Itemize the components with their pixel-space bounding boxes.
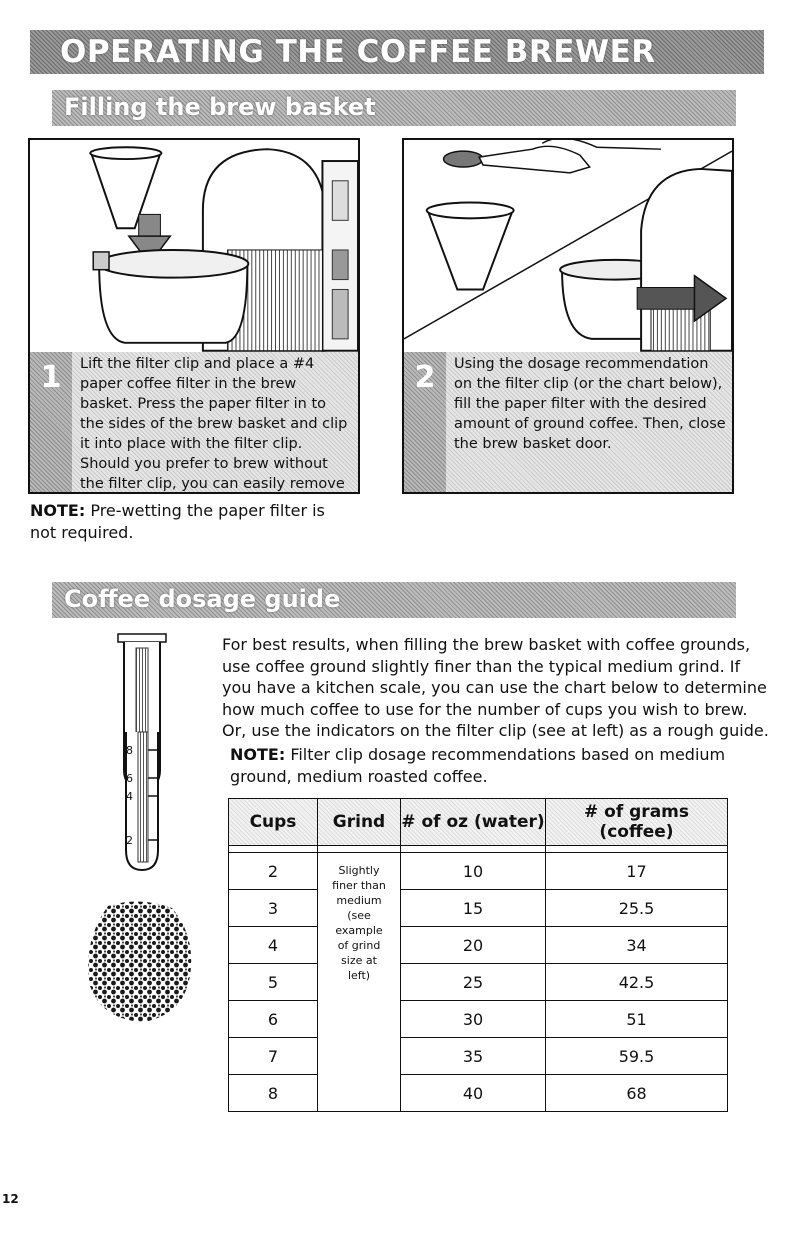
cell-cups: 3 bbox=[229, 890, 318, 927]
clip-mark-4: 4 bbox=[126, 790, 133, 803]
note-dosage-label: NOTE: bbox=[230, 745, 286, 764]
brewer-filter-illustration bbox=[30, 140, 358, 352]
cell-cups: 8 bbox=[229, 1075, 318, 1112]
cell-oz: 15 bbox=[401, 890, 546, 927]
cell-grams: 68 bbox=[546, 1075, 728, 1112]
note-text: Pre-wetting the paper filter is not required. bbox=[30, 501, 325, 542]
note-dosage-text: Filter clip dosage recommendations based on medium ground, medium roasted coffee. bbox=[230, 745, 726, 786]
table-row bbox=[229, 853, 728, 890]
grind-note-line: (see bbox=[347, 909, 371, 922]
grind-note-line: medium bbox=[336, 894, 382, 907]
header-grams: # of grams (coffee) bbox=[546, 799, 728, 846]
step-number-strip-2 bbox=[404, 352, 446, 494]
cell-oz: 25 bbox=[401, 964, 546, 1001]
header-oz: # of oz (water) bbox=[401, 799, 546, 846]
cell-oz: 40 bbox=[401, 1075, 546, 1112]
section-header-dosage bbox=[52, 582, 736, 618]
step-caption-1 bbox=[30, 352, 358, 494]
dosage-instructions: For best results, when filling the brew basket with coffee grounds, use coffee ground slightly finer than the typical medium grind. If you have a kitchen scale, you can use the chart below to determine how much coffee to use for the number of cups you wish to brew. Or, use the indicators on the filter clip (see at left) as a rough guide. bbox=[222, 635, 769, 740]
page-title-bar bbox=[30, 30, 764, 74]
page-title: OPERATING THE COFFEE BREWER bbox=[60, 34, 656, 70]
grind-note-line: left) bbox=[347, 969, 371, 982]
step-panel-2 bbox=[402, 138, 734, 494]
cell-grams: 51 bbox=[546, 1001, 728, 1038]
table-header-row bbox=[229, 799, 728, 846]
table-row bbox=[229, 1075, 728, 1112]
clip-mark-8: 8 bbox=[126, 744, 133, 757]
cell-oz: 20 bbox=[401, 927, 546, 964]
clip-mark-2: 2 bbox=[126, 834, 133, 847]
step-number-strip-1 bbox=[30, 352, 72, 494]
cell-grams: 17 bbox=[546, 853, 728, 890]
header-cups: Cups bbox=[229, 799, 318, 846]
table-row bbox=[229, 964, 728, 1001]
note-label: NOTE: bbox=[30, 501, 86, 520]
header-grind: Grind bbox=[318, 799, 401, 846]
section-title-filling: Filling the brew basket bbox=[64, 93, 376, 121]
grind-note-line: finer than bbox=[332, 879, 386, 892]
cell-grams: 25.5 bbox=[546, 890, 728, 927]
page-number: 12 bbox=[2, 1192, 19, 1206]
grind-note-line: example bbox=[335, 924, 383, 937]
cell-cups: 7 bbox=[229, 1038, 318, 1075]
note-prewetting bbox=[30, 500, 350, 544]
note-dosage bbox=[230, 744, 760, 788]
section-title-dosage: Coffee dosage guide bbox=[64, 585, 341, 613]
dosage-table bbox=[228, 798, 728, 1112]
cell-grams: 34 bbox=[546, 927, 728, 964]
grind-note-line: Slightly bbox=[338, 864, 380, 877]
table-row bbox=[229, 927, 728, 964]
table-row bbox=[229, 1001, 728, 1038]
table-row bbox=[229, 1038, 728, 1075]
filling-coffee-illustration bbox=[404, 140, 732, 352]
step-number-1: 1 bbox=[40, 360, 62, 395]
grind-note-line: size at bbox=[341, 954, 377, 967]
step-number-2: 2 bbox=[414, 360, 436, 395]
step-caption-2 bbox=[404, 352, 732, 494]
filter-clip-marks-illustration bbox=[116, 730, 166, 880]
section-header-filling bbox=[52, 90, 736, 126]
cell-oz: 30 bbox=[401, 1001, 546, 1038]
cell-grind-note bbox=[318, 853, 401, 1112]
table-row bbox=[229, 890, 728, 927]
grind-note-line: of grind bbox=[337, 939, 381, 952]
step-text-2: Using the dosage recommendation on the filter clip (or the chart below), fill the paper filter with the desired amount of ground coffee. Then, close the brew basket door. bbox=[454, 356, 726, 452]
cell-cups: 4 bbox=[229, 927, 318, 964]
step-text-1: Lift the filter clip and place a #4 paper coffee filter in the brew basket. Press the paper filter in to the sides of the brew basket and clip it into place with the filter clip. Should you prefer to brew without the filter clip, you can easily remove bbox=[80, 356, 348, 492]
ground-coffee-illustration bbox=[80, 896, 200, 1026]
cell-grams: 59.5 bbox=[546, 1038, 728, 1075]
cell-grams: 42.5 bbox=[546, 964, 728, 1001]
step-panel-1 bbox=[28, 138, 360, 494]
clip-mark-6: 6 bbox=[126, 772, 133, 785]
cell-cups: 2 bbox=[229, 853, 318, 890]
cell-cups: 5 bbox=[229, 964, 318, 1001]
cell-oz: 35 bbox=[401, 1038, 546, 1075]
cell-oz: 10 bbox=[401, 853, 546, 890]
cell-cups: 6 bbox=[229, 1001, 318, 1038]
